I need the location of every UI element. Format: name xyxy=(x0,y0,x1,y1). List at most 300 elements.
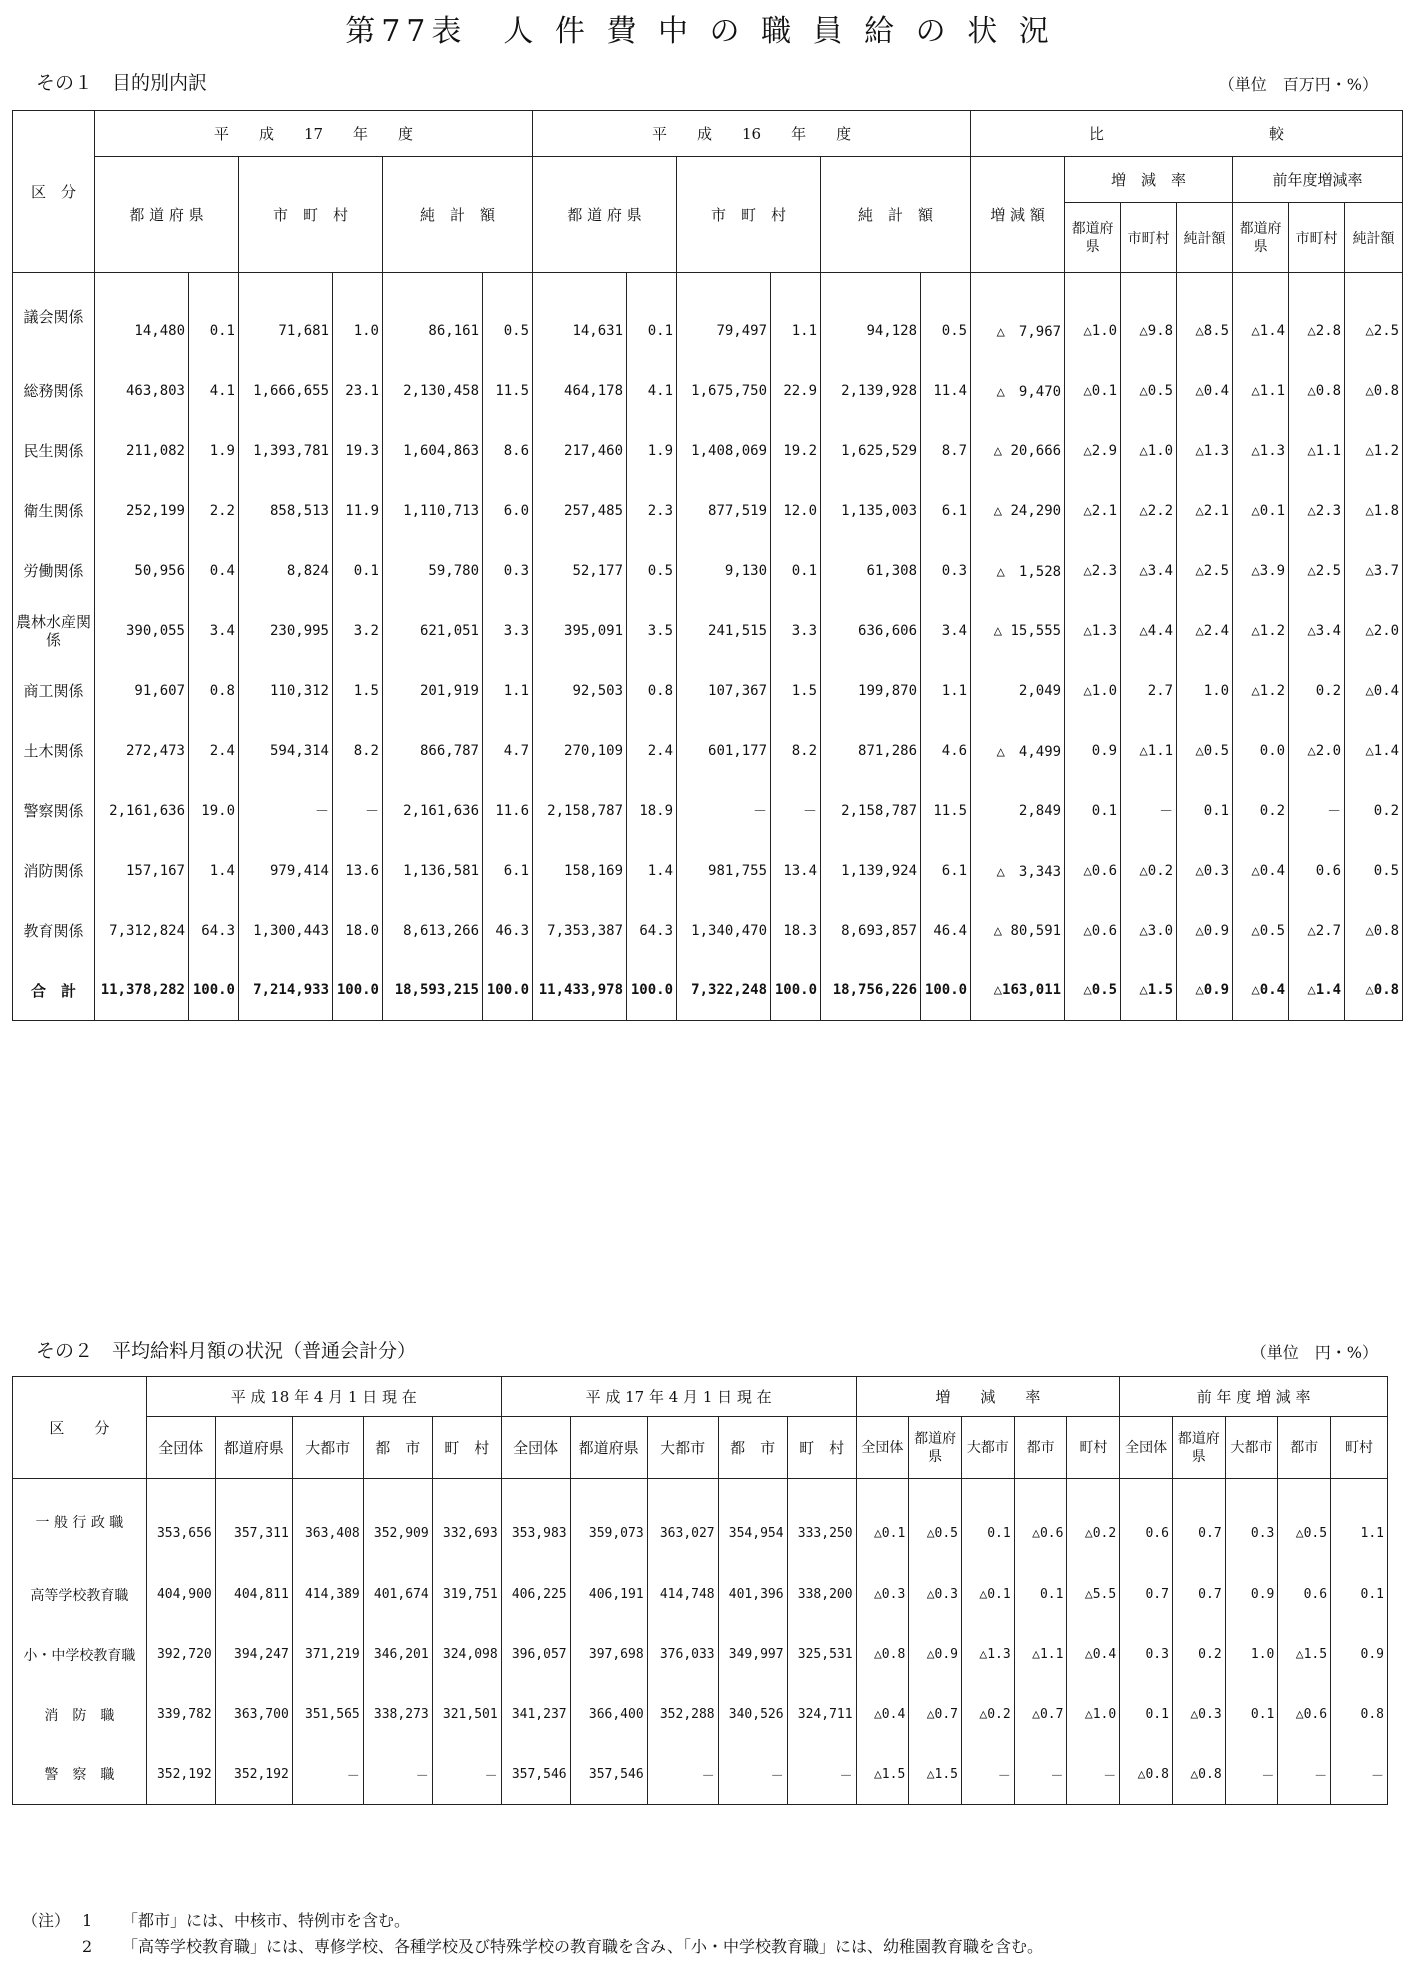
cell: 339,782 xyxy=(146,1685,215,1745)
cell: 7,353,387 xyxy=(533,901,627,961)
cell: 3.4 xyxy=(189,601,239,661)
cell: 0.8 xyxy=(189,661,239,721)
cell: 8.2 xyxy=(771,721,821,781)
row-label: 警 察 職 xyxy=(13,1745,147,1805)
cell: 91,607 xyxy=(95,661,189,721)
cell: － xyxy=(787,1745,856,1805)
cell: 0.5 xyxy=(483,273,533,361)
cell: 371,219 xyxy=(292,1625,363,1685)
cell: 19.3 xyxy=(333,421,383,481)
cell: 1.4 xyxy=(189,841,239,901)
table-row xyxy=(13,661,1403,721)
cell: 352,288 xyxy=(647,1685,718,1745)
cell: 1,604,863 xyxy=(383,421,483,481)
subheader-b2-4: 町村 xyxy=(1331,1417,1388,1479)
header-muni-17: 市 町 村 xyxy=(239,157,383,273)
cell: 0.2 xyxy=(1172,1625,1225,1685)
header-rate: 増 減 率 xyxy=(1065,157,1233,203)
cell: 100.0 xyxy=(333,961,383,1021)
cell: △0.1 xyxy=(856,1479,909,1565)
subheader-b1-4: 町村 xyxy=(1067,1417,1120,1479)
subheader-b1-0: 全団体 xyxy=(856,1417,909,1479)
header-rate-pref: 都道府県 xyxy=(1065,203,1121,273)
cell: △ 3,343 xyxy=(971,841,1065,901)
cell: 858,513 xyxy=(239,481,333,541)
cell: △1.0 xyxy=(1065,661,1121,721)
cell: 7,214,933 xyxy=(239,961,333,1021)
cell: △3.9 xyxy=(1233,541,1289,601)
cell: 18,593,215 xyxy=(383,961,483,1021)
cell: 1.9 xyxy=(627,421,677,481)
cell: 211,082 xyxy=(95,421,189,481)
cell: 11,433,978 xyxy=(533,961,627,1021)
subheader-a1-2: 大都市 xyxy=(292,1417,363,1479)
cell: 871,286 xyxy=(821,721,921,781)
cell: △0.8 xyxy=(1120,1745,1173,1805)
cell: 0.1 xyxy=(1225,1685,1278,1745)
cell: 390,055 xyxy=(95,601,189,661)
subheader-a2-3: 都 市 xyxy=(718,1417,787,1479)
cell: △1.2 xyxy=(1233,601,1289,661)
cell: 0.8 xyxy=(1331,1685,1388,1745)
table-row xyxy=(13,481,1403,541)
cell: 8.2 xyxy=(333,721,383,781)
cell: △0.8 xyxy=(1345,961,1403,1021)
cell: △0.5 xyxy=(1233,901,1289,961)
cell: 6.1 xyxy=(921,481,971,541)
subheader-b2-1: 都道府県 xyxy=(1172,1417,1225,1479)
cell: － xyxy=(1289,781,1345,841)
cell: 325,531 xyxy=(787,1625,856,1685)
cell: 0.6 xyxy=(1289,841,1345,901)
cell: △0.5 xyxy=(1278,1479,1331,1565)
cell: △0.6 xyxy=(1278,1685,1331,1745)
cell: △0.4 xyxy=(1067,1625,1120,1685)
part1-subtitle: その１ 目的別内訳 xyxy=(36,72,208,94)
part2-subtitle: その２ 平均給料月額の状況（普通会計分） xyxy=(36,1340,417,1362)
cell: 1,136,581 xyxy=(383,841,483,901)
cell: △1.3 xyxy=(1177,421,1233,481)
cell: 12.0 xyxy=(771,481,821,541)
row-label: 議会関係 xyxy=(13,273,95,361)
header-rate-muni: 市町村 xyxy=(1121,203,1177,273)
cell: △1.1 xyxy=(1233,361,1289,421)
table-row xyxy=(13,841,1403,901)
cell: 0.2 xyxy=(1233,781,1289,841)
cell: △0.3 xyxy=(1177,841,1233,901)
cell: 1.1 xyxy=(921,661,971,721)
cell: 272,473 xyxy=(95,721,189,781)
cell: － xyxy=(1225,1745,1278,1805)
cell: 11.6 xyxy=(483,781,533,841)
cell: △0.8 xyxy=(1345,361,1403,421)
header-prev-pref: 都道府県 xyxy=(1233,203,1289,273)
cell: － xyxy=(1121,781,1177,841)
cell: △2.3 xyxy=(1289,481,1345,541)
cell: 2,158,787 xyxy=(821,781,921,841)
subheader-b2-2: 大都市 xyxy=(1225,1417,1278,1479)
cell: 1.9 xyxy=(189,421,239,481)
cell: 321,501 xyxy=(432,1685,501,1745)
cell: 0.9 xyxy=(1331,1625,1388,1685)
subheader-a2-4: 町 村 xyxy=(787,1417,856,1479)
cell: 363,027 xyxy=(647,1479,718,1565)
cell: 2,139,928 xyxy=(821,361,921,421)
cell: 0.1 xyxy=(1177,781,1233,841)
cell: △2.1 xyxy=(1177,481,1233,541)
header-net-16: 純 計 額 xyxy=(821,157,971,273)
header-fy17: 平 成 17 年 度 xyxy=(95,111,533,157)
cell: 333,250 xyxy=(787,1479,856,1565)
cell: △3.0 xyxy=(1121,901,1177,961)
cell: 8,613,266 xyxy=(383,901,483,961)
cell: △1.4 xyxy=(1233,273,1289,361)
row-label: 合 計 xyxy=(13,961,95,1021)
cell: 414,748 xyxy=(647,1565,718,1625)
subheader-b1-3: 都市 xyxy=(1014,1417,1067,1479)
table-row xyxy=(13,721,1403,781)
cell: 1.0 xyxy=(1225,1625,1278,1685)
cell: 1.1 xyxy=(1331,1479,1388,1565)
cell: 157,167 xyxy=(95,841,189,901)
cell: △ 20,666 xyxy=(971,421,1065,481)
cell: 324,711 xyxy=(787,1685,856,1745)
cell: 8,693,857 xyxy=(821,901,921,961)
cell: △1.5 xyxy=(1278,1625,1331,1685)
cell: 414,389 xyxy=(292,1565,363,1625)
table-row xyxy=(13,1565,1388,1625)
cell: 64.3 xyxy=(189,901,239,961)
cell: 217,460 xyxy=(533,421,627,481)
table-row xyxy=(13,541,1403,601)
cell: 8.7 xyxy=(921,421,971,481)
row-label: 商工関係 xyxy=(13,661,95,721)
cell: △0.2 xyxy=(1121,841,1177,901)
cell: － xyxy=(1067,1745,1120,1805)
cell: △ 4,499 xyxy=(971,721,1065,781)
header-prev-muni: 市町村 xyxy=(1289,203,1345,273)
cell: 100.0 xyxy=(771,961,821,1021)
cell: △1.5 xyxy=(856,1745,909,1805)
cell: 0.3 xyxy=(1225,1479,1278,1565)
row-label: 民生関係 xyxy=(13,421,95,481)
header-change-amount: 増 減 額 xyxy=(971,157,1065,273)
cell: 1,393,781 xyxy=(239,421,333,481)
table1-body xyxy=(13,273,1403,1021)
cell: 79,497 xyxy=(677,273,771,361)
cell: 0.4 xyxy=(189,541,239,601)
salary-by-purpose-table xyxy=(12,110,1403,1021)
cell: 346,201 xyxy=(363,1625,432,1685)
cell: 979,414 xyxy=(239,841,333,901)
cell: 270,109 xyxy=(533,721,627,781)
cell: 0.1 xyxy=(1331,1565,1388,1625)
row-label: 教育関係 xyxy=(13,901,95,961)
cell: 14,631 xyxy=(533,273,627,361)
cell: △0.4 xyxy=(1233,961,1289,1021)
cell: 8.6 xyxy=(483,421,533,481)
cell: 0.8 xyxy=(627,661,677,721)
cell: △5.5 xyxy=(1067,1565,1120,1625)
cell: － xyxy=(333,781,383,841)
note-2 xyxy=(22,1934,1043,1960)
table-row xyxy=(13,1745,1388,1805)
notes xyxy=(22,1908,1043,1960)
cell: △ 7,967 xyxy=(971,273,1065,361)
cell: △0.9 xyxy=(1177,961,1233,1021)
cell: △2.5 xyxy=(1345,273,1403,361)
cell: 1.4 xyxy=(627,841,677,901)
table2-body xyxy=(13,1479,1388,1805)
cell: 353,983 xyxy=(501,1479,570,1565)
cell: 404,900 xyxy=(146,1565,215,1625)
cell: 981,755 xyxy=(677,841,771,901)
cell: 877,519 xyxy=(677,481,771,541)
cell: △0.6 xyxy=(1014,1479,1067,1565)
row-label: 総務関係 xyxy=(13,361,95,421)
cell: △ 1,528 xyxy=(971,541,1065,601)
cell: 8,824 xyxy=(239,541,333,601)
row-label: 消防関係 xyxy=(13,841,95,901)
header-fy16: 平 成 16 年 度 xyxy=(533,111,971,157)
cell: 1.1 xyxy=(771,273,821,361)
cell: 376,033 xyxy=(647,1625,718,1685)
cell: 0.1 xyxy=(962,1479,1015,1565)
cell: 601,177 xyxy=(677,721,771,781)
cell: △1.3 xyxy=(962,1625,1015,1685)
cell: 2,049 xyxy=(971,661,1065,721)
cell: 357,546 xyxy=(501,1745,570,1805)
cell: 4.1 xyxy=(189,361,239,421)
cell: 1,675,750 xyxy=(677,361,771,421)
cell: 357,311 xyxy=(215,1479,292,1565)
cell: － xyxy=(677,781,771,841)
cell: 199,870 xyxy=(821,661,921,721)
cell: 2,161,636 xyxy=(95,781,189,841)
header-comparison: 比 較 xyxy=(971,111,1403,157)
header2-rate: 増 減 率 xyxy=(856,1377,1120,1417)
cell: 366,400 xyxy=(570,1685,647,1745)
cell: 0.1 xyxy=(1120,1685,1173,1745)
cell: △1.3 xyxy=(1233,421,1289,481)
cell: 1.0 xyxy=(1177,661,1233,721)
cell: △0.8 xyxy=(1289,361,1345,421)
cell: 18,756,226 xyxy=(821,961,921,1021)
header2-kubun: 区 分 xyxy=(13,1377,147,1479)
cell: － xyxy=(239,781,333,841)
cell: － xyxy=(432,1745,501,1805)
cell: △2.5 xyxy=(1289,541,1345,601)
cell: 4.6 xyxy=(921,721,971,781)
cell: △0.3 xyxy=(1172,1685,1225,1745)
table-row xyxy=(13,901,1403,961)
cell: 363,408 xyxy=(292,1479,363,1565)
cell: 1,340,470 xyxy=(677,901,771,961)
row-label: 消 防 職 xyxy=(13,1685,147,1745)
cell: △0.4 xyxy=(1345,661,1403,721)
subheader-a2-0: 全団体 xyxy=(501,1417,570,1479)
cell: 0.1 xyxy=(189,273,239,361)
cell: 1.0 xyxy=(333,273,383,361)
cell: △4.4 xyxy=(1121,601,1177,661)
cell: 2,158,787 xyxy=(533,781,627,841)
cell: 100.0 xyxy=(627,961,677,1021)
cell: 7,312,824 xyxy=(95,901,189,961)
cell: 0.0 xyxy=(1233,721,1289,781)
cell: 0.3 xyxy=(921,541,971,601)
part1-unit: （単位 百万円・%） xyxy=(1218,75,1378,94)
cell: 1,408,069 xyxy=(677,421,771,481)
cell: 352,192 xyxy=(146,1745,215,1805)
cell: △0.3 xyxy=(909,1565,962,1625)
cell: 11.5 xyxy=(483,361,533,421)
cell: － xyxy=(1278,1745,1331,1805)
row-label: 小・中学校教育職 xyxy=(13,1625,147,1685)
cell: － xyxy=(292,1745,363,1805)
cell: 396,057 xyxy=(501,1625,570,1685)
header-h18: 平 成 18 年 4 月 1 日 現 在 xyxy=(146,1377,501,1417)
cell: 0.6 xyxy=(1120,1479,1173,1565)
cell: 3.3 xyxy=(771,601,821,661)
cell: 9,130 xyxy=(677,541,771,601)
cell: 1,110,713 xyxy=(383,481,483,541)
cell: △1.5 xyxy=(1121,961,1177,1021)
cell: 2,161,636 xyxy=(383,781,483,841)
cell: 18.3 xyxy=(771,901,821,961)
cell: 100.0 xyxy=(921,961,971,1021)
cell: 52,177 xyxy=(533,541,627,601)
cell: 332,693 xyxy=(432,1479,501,1565)
cell: △2.5 xyxy=(1177,541,1233,601)
subheader-a1-0: 全団体 xyxy=(146,1417,215,1479)
cell: △3.7 xyxy=(1345,541,1403,601)
cell: △3.4 xyxy=(1121,541,1177,601)
cell: 257,485 xyxy=(533,481,627,541)
cell: 0.9 xyxy=(1065,721,1121,781)
cell: 866,787 xyxy=(383,721,483,781)
cell: 1.1 xyxy=(483,661,533,721)
cell: △0.4 xyxy=(1233,841,1289,901)
cell: 354,954 xyxy=(718,1479,787,1565)
cell: △0.2 xyxy=(962,1685,1015,1745)
row-label: 労働関係 xyxy=(13,541,95,601)
row-label: 土木関係 xyxy=(13,721,95,781)
cell: 13.4 xyxy=(771,841,821,901)
cell: △2.2 xyxy=(1121,481,1177,541)
cell: 0.1 xyxy=(627,273,677,361)
cell: △0.9 xyxy=(909,1625,962,1685)
cell: 0.3 xyxy=(1120,1625,1173,1685)
cell: 0.7 xyxy=(1172,1479,1225,1565)
header-h17: 平 成 17 年 4 月 1 日 現 在 xyxy=(501,1377,856,1417)
cell: 2.4 xyxy=(627,721,677,781)
cell: 338,200 xyxy=(787,1565,856,1625)
cell: △0.3 xyxy=(856,1565,909,1625)
cell: 1,139,924 xyxy=(821,841,921,901)
cell: 3.5 xyxy=(627,601,677,661)
cell: 0.5 xyxy=(921,273,971,361)
subheader-a2-1: 都道府県 xyxy=(570,1417,647,1479)
cell: △0.7 xyxy=(909,1685,962,1745)
subheader-b1-2: 大都市 xyxy=(962,1417,1015,1479)
cell: △1.0 xyxy=(1121,421,1177,481)
cell: 1.5 xyxy=(333,661,383,721)
cell: － xyxy=(647,1745,718,1805)
cell: 4.7 xyxy=(483,721,533,781)
cell: △1.3 xyxy=(1065,601,1121,661)
table-row xyxy=(13,273,1403,361)
cell: △1.5 xyxy=(909,1745,962,1805)
cell: 6.1 xyxy=(483,841,533,901)
cell: 22.9 xyxy=(771,361,821,421)
cell: △9.8 xyxy=(1121,273,1177,361)
cell: △0.5 xyxy=(1121,361,1177,421)
cell: △0.4 xyxy=(856,1685,909,1745)
cell: △1.2 xyxy=(1233,661,1289,721)
cell: △2.9 xyxy=(1065,421,1121,481)
cell: 2.2 xyxy=(189,481,239,541)
cell: △1.2 xyxy=(1345,421,1403,481)
subheader-b1-1: 都道府県 xyxy=(909,1417,962,1479)
cell: △0.4 xyxy=(1177,361,1233,421)
cell: △0.1 xyxy=(962,1565,1015,1625)
cell: 0.1 xyxy=(333,541,383,601)
header-muni-16: 市 町 村 xyxy=(677,157,821,273)
cell: 14,480 xyxy=(95,273,189,361)
cell: 7,322,248 xyxy=(677,961,771,1021)
table-row xyxy=(13,601,1403,661)
cell: 18.0 xyxy=(333,901,383,961)
cell: △0.8 xyxy=(856,1625,909,1685)
average-salary-table xyxy=(12,1376,1388,1805)
cell: 11.9 xyxy=(333,481,383,541)
cell: 19.2 xyxy=(771,421,821,481)
cell: △1.8 xyxy=(1345,481,1403,541)
cell: 64.3 xyxy=(627,901,677,961)
cell: 340,526 xyxy=(718,1685,787,1745)
note-1 xyxy=(22,1908,1043,1934)
cell: 50,956 xyxy=(95,541,189,601)
cell: 23.1 xyxy=(333,361,383,421)
cell: 1,300,443 xyxy=(239,901,333,961)
row-label: 一 般 行 政 職 xyxy=(13,1479,147,1565)
cell: 2.4 xyxy=(189,721,239,781)
cell: 594,314 xyxy=(239,721,333,781)
cell: 2.7 xyxy=(1121,661,1177,721)
cell: △2.4 xyxy=(1177,601,1233,661)
cell: － xyxy=(962,1745,1015,1805)
cell: 11.4 xyxy=(921,361,971,421)
row-label: 高等学校教育職 xyxy=(13,1565,147,1625)
cell: △0.5 xyxy=(1065,961,1121,1021)
cell: △3.4 xyxy=(1289,601,1345,661)
cell: △2.8 xyxy=(1289,273,1345,361)
cell: 341,237 xyxy=(501,1685,570,1745)
table-row xyxy=(13,421,1403,481)
cell: 0.3 xyxy=(483,541,533,601)
cell: 158,169 xyxy=(533,841,627,901)
cell: 230,995 xyxy=(239,601,333,661)
cell: 357,546 xyxy=(570,1745,647,1805)
cell: 0.9 xyxy=(1225,1565,1278,1625)
cell: 351,565 xyxy=(292,1685,363,1745)
cell: △1.1 xyxy=(1121,721,1177,781)
total-row xyxy=(13,961,1403,1021)
cell: 6.1 xyxy=(921,841,971,901)
cell: △0.9 xyxy=(1177,901,1233,961)
cell: 61,308 xyxy=(821,541,921,601)
cell: 395,091 xyxy=(533,601,627,661)
